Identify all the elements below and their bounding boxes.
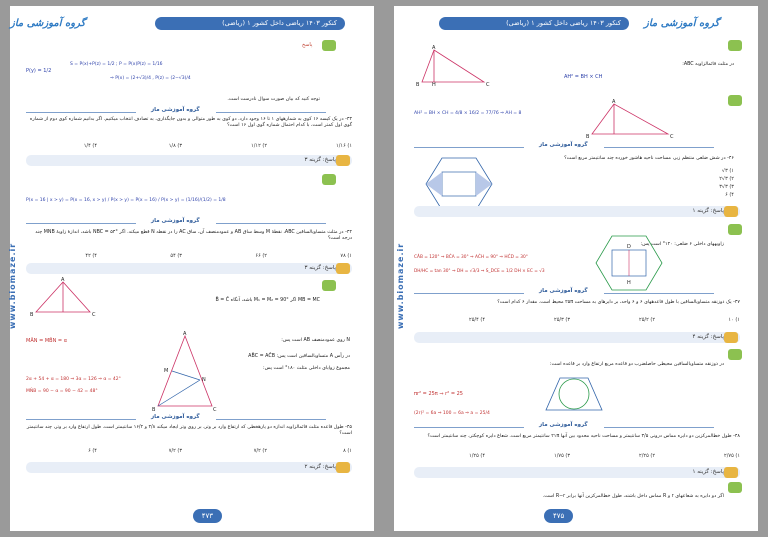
svg-text:H: H (627, 280, 631, 286)
right-page (394, 6, 758, 531)
svg-text:C: C (92, 312, 96, 318)
answer-icon (728, 40, 742, 51)
group-divider: گروه آموزشی ماز (414, 142, 714, 152)
triangle-figure-2 (150, 332, 220, 412)
triangle-figure-1 (28, 278, 98, 318)
svg-text:A: A (61, 277, 65, 283)
q43-options: ۱/۱۶ (۱ ۱/۱۲ (۲ ۱/۸ (۳ ۱/۴ (۴ (83, 143, 352, 149)
r-formula4: DH/HC = tan 30° ⇒ DH = √3/3 ⇒ S_DCE = 1/2 DH × EC = √3 (414, 269, 545, 274)
svg-text:D: D (627, 244, 631, 250)
svg-text:C: C (670, 134, 674, 140)
answer-icon (728, 224, 742, 235)
side-url: www.biomaze.ir (396, 242, 405, 330)
r-formula1: AH² = BH × CH (564, 74, 603, 80)
r-note1: در مثلث قائمالزاویه ABC: (682, 62, 734, 67)
svg-text:A: A (183, 331, 187, 337)
formula-sp: S = P(x)+P(z) = 1/2 ; P = P(x)P(z) = 1/16 (70, 62, 163, 67)
triangle-figure-3 (584, 100, 674, 140)
r-note2: زاویههای داخلی ۶ ضلعی: ۱۲۰° است پس: (640, 242, 724, 247)
question-48: ۴۸- طول خطالمرکزین دو دایره مماس درونی ۳/۵ سانتیمتر و مساحت ناحیه محدود بین آنها ۲۱π سانتیمتر مربع است. شعاع دایره کوچکتر، چند سانتیمتر است؟ (427, 434, 740, 439)
q44-options: ۷۸ (۱ ۶۶ (۲ ۵۴ (۳ ۴۲ (۴ (85, 253, 352, 259)
r-formula2: AH² = BH × CH = 4/8 × 16/2 = 77/76 ⇒ AH = 8 (414, 111, 522, 116)
logo: گروه آموزشی ماز (10, 18, 86, 29)
hexagon-figure-2 (594, 232, 664, 294)
header-title: کنکور ۱۴۰۳ ریاضی داخل کشور ۱ (ریاضی) (155, 17, 345, 30)
group-divider: گروه آموزشی ماز (414, 288, 714, 298)
side-url: www.biomaze.ir (8, 242, 17, 330)
trapezoid-figure (544, 374, 604, 414)
question-43: ۴۳- در یک کیسه ۱۶ کوی به شمارههای ۱ تا ۱۶ وجود دارد. دو کوی به طور متوالی و بدون جایگذاری، به تصادف انتخاب میکنیم. اگر بدانیم شماره کوی دوم از شماره گوی اول کمتر است، با کدام احتمال شماره گوی اول ۱۶ است؟ (29, 117, 352, 129)
proof-1: MB = MC اگر M₁ = M₂ = 90° باشد، آنگاه B̂ = Ĉ (215, 298, 320, 303)
proof-7: MN̂B = 90 − α = 90 − 42 = 48° (26, 389, 98, 394)
svg-text:H: H (432, 82, 436, 88)
page-number: ۴۷۳ (193, 509, 222, 523)
answer-47: پاسخ: گزینه ۴ (414, 332, 740, 343)
question-45: ۴۵- طول قاعده مثلث قائمالزاویه اندازه دو پارهخطی که ارتفاع وارد بر وتر، بر روی وتر ایجاد میکند ۴/۸ و ۱۶/۲ سانتیمتر است. طول ارتفاع وارد بر وتر، چند سانتیمتر است؟ (26, 425, 352, 437)
svg-text:B: B (152, 407, 156, 413)
answer-48: پاسخ: گزینه ۱ (414, 467, 740, 478)
q48-options: ۲/۷۵ (۱ ۲/۲۵ (۲ ۱/۷۵ (۳ ۱/۲۵ (۴ (469, 453, 740, 459)
svg-text:B: B (30, 312, 34, 318)
q46-options: √۳ (۱ ۲√۳ (۲ ۳√۳ (۳ ۶ (۴ (719, 168, 734, 198)
question-46: ۴۶- در شش ضلعی منتظم زیر، مساحت ناحیه هاشور خورده چند سانتیمتر مربع است؟ (564, 156, 734, 161)
answer-43: پاسخ: گزینه ۳ (26, 155, 352, 166)
svg-text:M: M (164, 368, 169, 374)
r-formula6: (2r)² = 6a ⇒ 100 = 6a ⇒ a = 25/4 (414, 411, 490, 416)
answer-46: پاسخ: گزینه ۱ (414, 206, 740, 217)
svg-text:C: C (213, 407, 217, 413)
question-47: ۴۷- یک ذوزنقه متساویالساقین با طول قاعدههای ۶ و ۶ واحد، بر دایرهای به مساحت ۲۵π محیط است. مقدار ۶ کدام است؟ (497, 300, 740, 305)
header-title: کنکور ۱۴۰۳ ریاضی داخل کشور ۱ (ریاضی) (439, 17, 629, 30)
formula-py: P(y) = 1/2 (26, 68, 52, 74)
group-divider: گروه آموزشی ماز (26, 414, 326, 424)
answer-icon (322, 174, 336, 185)
answer-icon (728, 482, 742, 493)
page-number: ۴۷۵ (544, 509, 573, 523)
group-divider: گروه آموزشی ماز (26, 107, 326, 117)
svg-text:A: A (612, 99, 616, 105)
r-note3: در ذوزنقه متساویالساقین محیطی حاصلضرب دو قاعده مربع ارتفاع وارد بر قاعده است: (549, 362, 724, 367)
r-formula5: πr² = 25π ⇒ r² = 25 (414, 391, 463, 397)
answer-icon (728, 349, 742, 360)
proof-2: MÂN = MB̂N = α (26, 338, 67, 344)
answer-icon (322, 40, 336, 51)
formula-mid: P(x = 16 | x > y) = P(x = 16, x > y) / P(x > y) = P(x = 16) / P(x > y) = (1/16)/(1/2) = 1/8 (26, 198, 226, 203)
answer-icon (322, 280, 336, 291)
answer-44: پاسخ: گزینه ۳ (26, 263, 352, 274)
page-header (10, 14, 374, 34)
note-top: توجه کنید که بیان صورت سوال نادرست است. (227, 97, 320, 102)
logo: گروه آموزشی ماز (644, 18, 720, 29)
r-note4: اگر دو دایره به شعاعهای r و R مماس داخل باشند، طول خطالمرکزین آنها برابر R−r است. (542, 494, 724, 499)
group-divider: گروه آموزشی ماز (414, 422, 714, 432)
q47-options: ۱۰ (۱ ۲۵/۲ (۲ ۲۵/۳ (۳ ۲۵/۴ (۴ (469, 317, 740, 323)
svg-text:B: B (416, 82, 420, 88)
page-header (394, 14, 758, 34)
svg-text:C: C (486, 82, 490, 88)
svg-text:B: B (586, 134, 590, 140)
formula-px: ⇒ P(x) = (2+√3)/4 , P(z) = (2−√3)/4 (110, 76, 191, 81)
group-divider: گروه آموزشی ماز (26, 218, 326, 228)
svg-text:A: A (432, 45, 436, 51)
proof-3: N روی عمودمنصف AB است پس: (281, 338, 350, 343)
proof-4: در رأس A متساویالساقین است پس: AB̂C = AĈB (248, 354, 350, 359)
hexagon-figure (424, 154, 494, 214)
answer-icon (728, 95, 742, 106)
proof-5: مجموع زوایای داخلی مثلث ۱۸۰° است پس: (262, 366, 350, 371)
r-formula3: CÂB = 120° ⇒ BĈA = 30° ⇒ AĈH = 90° ⇒ HĈD = 30° (414, 255, 528, 260)
proof-6: 2α + 54 + α = 180 ⇒ 3α = 126 ⇒ α = 42° (26, 377, 121, 382)
answer-45: پاسخ: گزینه ۲ (26, 462, 352, 473)
question-44: ۴۴- در مثلث متساویالساقین ABC، نقطهٔ M وسط ساق AB و عمودمنصف آن، ساق AC را در نقطه N قطع میکند. اگر °۵۴ = NBC باشد، اندازهٔ زاویهٔ MNB چند درجه است؟ (35, 230, 352, 242)
right-triangle-figure (414, 46, 494, 86)
svg-text:N: N (202, 377, 206, 383)
left-page: کنکور ۱۴۰۳ ریاضی داخل کشور ۱ (ریاضی) گروه آموزشی ماز www.biomaze.ir پاسخ P(y) = 1/2 S = P(x)+P(z) = 1/2 ; P = P(x)P(z) = 1/16 ⇒ P(x) = (2+√3)/4 , P(z) = (2−√3)/4 توجه کنید که بیان صورت سوال نادرست است. گروه آموزشی ماز ۴۳- در یک کیسه ۱۶ کوی به شمارههای ۱ تا ۱۶ وجود دارد. دو کوی به طور متوالی و بدون جایگذاری، به تصادف انتخاب میکنیم. اگر بدانیم شماره کوی دوم از شماره گوی اول کمتر است، با کدام احتمال شماره گوی اول ۱۶ است؟ ۱/۱۶ (۱ ۱/۱۲ (۲ ۱/۸ (۳ ۱/۴ (۴ پاسخ: گزینه ۳ P(x = 16 | x > y) = P(x = 16, x > y) / P(x > y) = P(x = 16) / P(x > y) = (1/16)/(1/2) = 1/8 گروه آموزشی ماز ۴۴- در مثلث متساویالساقین ABC، نقطهٔ M وسط ساق AB و عمودمنصف آن، ساق AC را در نقطه N قطع میکند. اگر °۵۴ = NBC باشد، اندازهٔ زاویهٔ MNB چند درجه است؟ ۷۸ (۱ ۶۶ (۲ ۵۴ (۳ ۴۲ (۴ پاسخ: گزینه ۳ A B C MB = MC اگر M₁ = M₂ = 90° باشد، آنگاه B̂ = Ĉ MÂN = MB̂N = α N روی عمودمنصف AB است پس: در رأس A متساویالساقین است پس: AB̂C = AĈB مجموع زوایای داخلی مثلث ۱۸۰° است پس: 2α + 54 + α = 180 ⇒ 3α = 126 ⇒ α = 42° MN̂B = 90 − α = 90 − 42 = 48° A M N B C گروه آموزشی ماز ۴۵- طول قاعده مثلث قائمالزاویه اندازه دو پارهخطی که ارتفاع وارد بر وتر، بر روی وتر ایجاد میکند ۴/۸ و ۱۶/۲ سانتیمتر است. طول ارتفاع وارد بر وتر، چند سانتیمتر است؟ ۸ (۱ ۷/۲ (۲ ۷/۲ (۳ ۶ (۴ پاسخ: گزینه ۲ ۴۷۳ (10, 6, 374, 531)
q45-options: ۸ (۱ ۷/۲ (۲ ۷/۲ (۳ ۶ (۴ (88, 448, 352, 454)
